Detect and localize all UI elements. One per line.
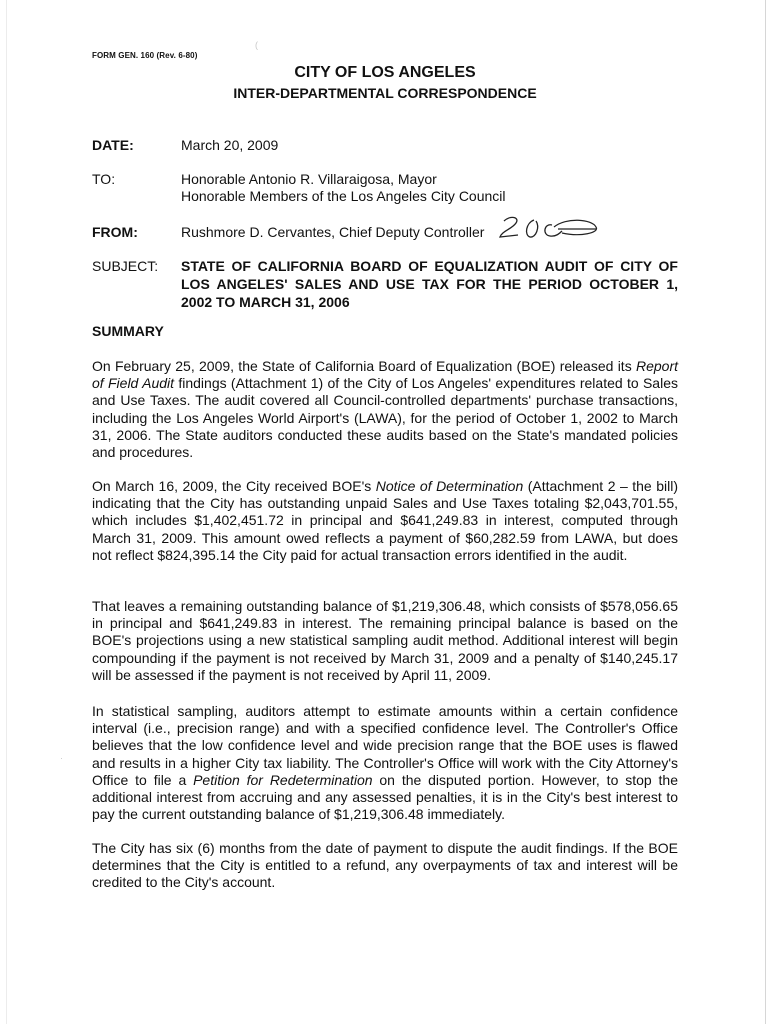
page-scan-edge-left: [6, 0, 7, 1024]
to-label: TO:: [92, 171, 116, 187]
to-recipient-1: Honorable Antonio R. Villaraigosa, Mayor: [181, 171, 437, 187]
to-recipient-2: Honorable Members of the Los Angeles City Council: [181, 188, 506, 204]
page-scan-edge-right: [765, 0, 766, 1024]
document-title: CITY OF LOS ANGELES: [294, 64, 476, 81]
scan-artifact: (: [255, 40, 258, 50]
from-value: Rushmore D. Cervantes, Chief Deputy Controller: [181, 224, 485, 240]
summary-heading: SUMMARY: [92, 323, 164, 339]
from-label: FROM:: [92, 224, 138, 240]
date-value: March 20, 2009: [181, 137, 279, 153]
date-label: DATE:: [92, 137, 134, 153]
signature-initials: [496, 213, 606, 243]
document-subtitle: INTER-DEPARTMENTAL CORRESPONDENCE: [233, 85, 537, 101]
summary-paragraph-3: That leaves a remaining outstanding balance of $1,219,306.48, which consists of $578,056.65 in principal and $641,249.83 in interest. The remaining principal balance is based on the BOE's projections using a new statistical sampling audit method. Additional interest will begin compounding if the payment is not received by March 31, 2009 and a penalty of $140,245.17 will be assessed if the payment is not received by April 11, 2009.: [92, 598, 678, 683]
summary-paragraph-1: On February 25, 2009, the State of California Board of Equalization (BOE) released its Report of Field Audit findings (Attachment 1) of the City of Los Angeles' expenditures related to Sales and Use Taxes. The audit covered all Council-controlled departments' purchase transactions, including the Los Angeles World Airport's (LAWA), for the period of October 1, 2002 to March 31, 2006. The State auditors conducted these audits based on the State's mandated policies and procedures.: [92, 358, 678, 461]
subject-value: STATE OF CALIFORNIA BOARD OF EQUALIZATION AUDIT OF CITY OF LOS ANGELES' SALES AND USE TAX FOR THE PERIOD OCTOBER 1, 2002 TO MARCH 31, 2006: [181, 258, 678, 310]
summary-paragraph-4: In statistical sampling, auditors attempt to estimate amounts within a certain confidence interval (i.e., precision range) and with a specified confidence level. The Controller's Office believes that the low confidence level and wide precision range that the BOE uses is flawed and results in a higher City tax liability. The Controller's Office will work with the City Attorney's Office to file a Petition for Redetermination on the disputed portion. However, to stop the additional interest from accruing and any assessed penalties, it is in the City's best interest to pay the current outstanding balance of $1,219,306.48 immediately.: [92, 703, 678, 823]
scan-artifact: ·: [60, 753, 63, 763]
summary-paragraph-5: The City has six (6) months from the date of payment to dispute the audit findings. If the BOE determines that the City is entitled to a refund, any overpayments of tax and interest will be credited to the City's account.: [92, 840, 678, 891]
form-number: FORM GEN. 160 (Rev. 6-80): [92, 51, 198, 60]
summary-paragraph-2: On March 16, 2009, the City received BOE's Notice of Determination (Attachment 2 – the bill) indicating that the City has outstanding unpaid Sales and Use Taxes totaling $2,043,701.55, which includes $1,402,451.72 in principal and $641,249.83 in interest, computed through March 31, 2009. This amount owed reflects a payment of $60,282.59 from LAWA, but does not reflect $824,395.14 the City paid for actual transaction errors identified in the audit.: [92, 478, 678, 563]
subject-label: SUBJECT:: [92, 258, 159, 274]
